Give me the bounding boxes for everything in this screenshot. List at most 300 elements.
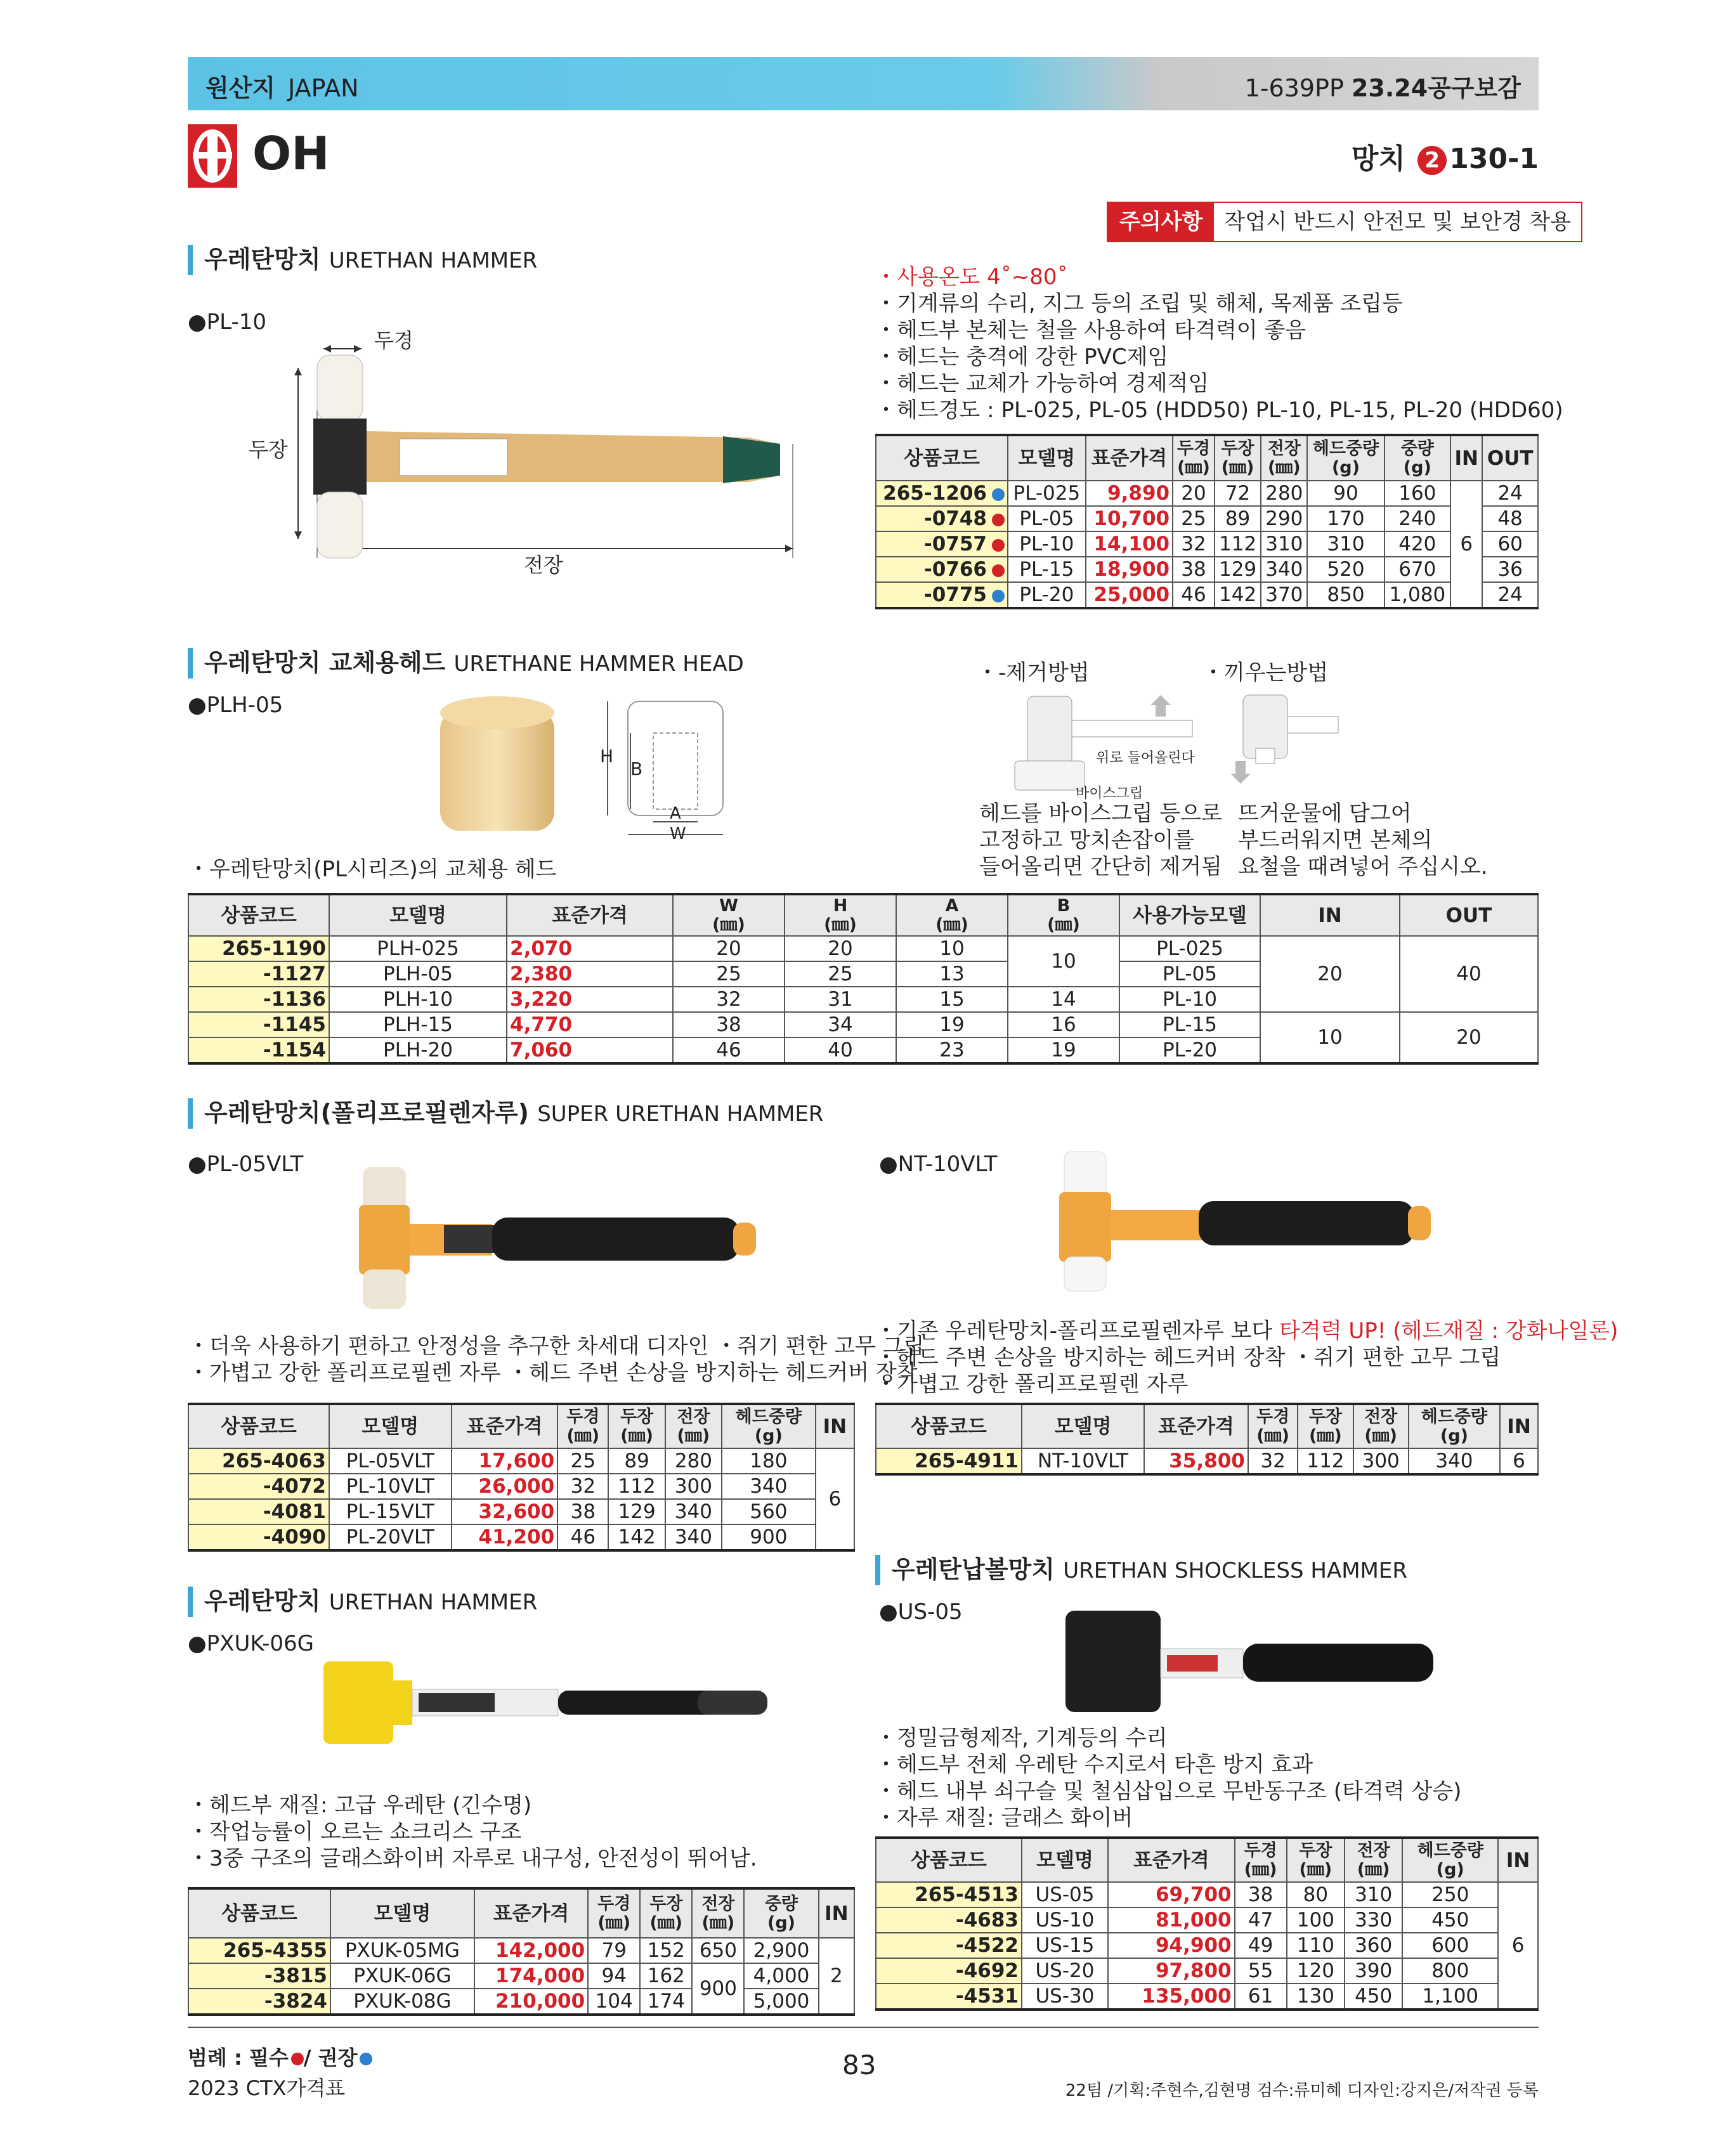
dim-h: H [600, 746, 614, 767]
cell: 6 [816, 1448, 854, 1550]
warning-box: 주의사항 작업시 반드시 안전모 및 보안경 착용 [1107, 202, 1582, 242]
cell: 6 [1498, 1882, 1538, 2010]
s5-bullets [188, 1792, 757, 1872]
section-title-hammer-head: 우레탄망치 교체용헤드 URETHANE HAMMER HEAD [188, 648, 744, 679]
cell: PL-10 [1008, 531, 1086, 557]
th: 전장 (㎜) [1261, 435, 1307, 481]
cell: 32 [1248, 1448, 1298, 1474]
bullet: ・자루 재질: 글래스 화이버 [875, 1805, 1133, 1831]
dim-a: A [670, 804, 681, 823]
cell: 560 [722, 1499, 816, 1524]
product-code: -3824 [188, 1989, 330, 2015]
model-label: ●PL-05VLT [188, 1152, 304, 1177]
nt10vlt-hammer-image [1053, 1148, 1446, 1294]
th: 헤드중량 (g) [1409, 1404, 1500, 1448]
cell: 19 [896, 1012, 1008, 1037]
pl10-hammer-image [228, 330, 824, 571]
th: IN [819, 1888, 854, 1938]
th: 상품코드 [876, 435, 1008, 481]
s6-table [875, 1836, 1539, 2011]
cell: 420 [1384, 531, 1451, 557]
model-label: ●PLH-05 [188, 692, 283, 718]
bullet: ・헤드는 충격에 강한 PVC제임 [875, 344, 1169, 370]
th: 모델명 [330, 1888, 474, 1938]
cell: 16 [1008, 1012, 1119, 1037]
th: 중량 (g) [744, 1888, 818, 1938]
dim-head-length-label: 두장 [249, 438, 288, 462]
cell: 340 [665, 1499, 722, 1524]
bullet: ・헤드부 재질: 고급 우레탄 (긴수명) [188, 1793, 532, 1818]
brand-name: OH [252, 127, 330, 180]
cell: PL-10 [1119, 987, 1260, 1012]
bullet: ・가볍고 강한 폴리프로필렌 자루 ・헤드 주변 손상을 방지하는 헤드커버 장착 [188, 1360, 918, 1386]
product-code: -0757 [923, 533, 987, 555]
th: 모델명 [1022, 1838, 1108, 1882]
table-row [876, 1448, 1538, 1474]
th: 모델명 [329, 894, 507, 936]
cell: PLH-20 [329, 1037, 507, 1063]
price: 32,600 [452, 1499, 558, 1524]
dim-total-length-label: 전장 [524, 553, 563, 577]
product-code: 265-1206 [883, 482, 987, 505]
s2-table [188, 893, 1539, 1065]
s1-bullets [875, 264, 1563, 424]
oh-logo-icon [188, 124, 237, 188]
s4-table [875, 1403, 1539, 1476]
table-row [876, 1882, 1538, 1907]
cell: 290 [1261, 506, 1307, 531]
bullet: ・헤드 내부 쇠구슬 및 철심삽입으로 무반동구조 (타격력 상승) [875, 1779, 1462, 1804]
cell: 24 [1482, 481, 1538, 506]
th: 두장 (㎜) [1215, 435, 1261, 481]
table-row [188, 1963, 854, 1989]
cell: 89 [1215, 506, 1261, 531]
cell: 800 [1402, 1958, 1498, 1984]
th: 전장 (㎜) [665, 1404, 722, 1448]
credits: 22팀 /기획:주현수,김현명 검수:류미혜 디자인:강지은/저작권 등록 [1065, 2081, 1539, 2100]
cell: 1,080 [1384, 582, 1451, 608]
th: 표준가격 [1144, 1404, 1248, 1448]
th: 전장 (㎜) [1353, 1404, 1409, 1448]
cell: 280 [665, 1448, 722, 1474]
price: 2,070 [507, 936, 673, 961]
product-code: -1136 [188, 987, 329, 1012]
cell: 112 [1215, 531, 1261, 557]
cell: 25 [673, 961, 785, 987]
table-row [876, 1933, 1538, 1958]
price: 142,000 [474, 1938, 588, 1963]
pl05vlt-hammer-image [355, 1160, 761, 1313]
th: 사용가능모델 [1119, 894, 1260, 936]
cell: 48 [1482, 506, 1538, 531]
th: 전장 (㎜) [1345, 1838, 1402, 1882]
cell: 310 [1307, 531, 1384, 557]
cell: 120 [1287, 1958, 1345, 1984]
cell: 80 [1287, 1882, 1345, 1907]
dim-b: B [630, 758, 643, 779]
cell: 180 [722, 1448, 816, 1474]
lift-label: 위로 들어올린다 [1096, 750, 1195, 766]
table-row [188, 1499, 854, 1524]
price: 25,000 [1086, 582, 1173, 608]
s6-bullets [875, 1725, 1461, 1831]
th: 상품코드 [188, 894, 329, 936]
us05-hammer-image [1059, 1604, 1452, 1718]
th: IN [1500, 1404, 1538, 1448]
cell: 25 [785, 961, 896, 987]
cell: 310 [1261, 531, 1307, 557]
catalog-name: 2023 CTX가격표 [188, 2076, 346, 2100]
cell: PLH-05 [329, 961, 507, 987]
section-title-shockless-hammer: 우레탄납볼망치 URETHAN SHOCKLESS HAMMER [875, 1555, 1407, 1585]
cell: PL-05 [1008, 506, 1086, 531]
cell: PL-15 [1008, 557, 1086, 582]
th: 표준가격 [507, 894, 673, 936]
cell: 20 [785, 936, 896, 961]
cell: 4,000 [744, 1963, 818, 1989]
price: 35,800 [1144, 1448, 1248, 1474]
price: 41,200 [452, 1524, 558, 1550]
cell: 850 [1307, 582, 1384, 608]
cell: PL-20VLT [329, 1524, 452, 1550]
th: 표준가격 [1108, 1838, 1235, 1882]
cell: PLH-15 [329, 1012, 507, 1037]
cell: 38 [557, 1499, 608, 1524]
product-code: -1145 [188, 1012, 329, 1037]
cell: 110 [1287, 1933, 1345, 1958]
price: 97,800 [1108, 1958, 1235, 1984]
section-title-urethan-hammer-2: 우레탄망치 URETHAN HAMMER [188, 1587, 537, 1617]
th: 두경 (㎜) [1248, 1404, 1298, 1448]
th: 표준가격 [474, 1888, 588, 1938]
price: 3,220 [507, 987, 673, 1012]
cell: 10 [1260, 1012, 1400, 1063]
product-code: 265-4063 [188, 1448, 329, 1474]
line: 뜨거운물에 담그어 [1238, 801, 1412, 826]
cell: 340 [722, 1474, 816, 1499]
cell: US-10 [1022, 1907, 1108, 1933]
s5-table [188, 1887, 855, 2016]
cell: 47 [1235, 1907, 1287, 1933]
cell: 129 [608, 1499, 665, 1524]
price: 9,890 [1086, 481, 1173, 506]
product-code: -0748 [923, 507, 987, 530]
table-row [188, 1938, 854, 1963]
cell: 94 [588, 1963, 640, 1989]
cell: US-05 [1022, 1882, 1108, 1907]
product-code: -1127 [188, 961, 329, 987]
line: 부드러워지면 본체의 [1238, 828, 1433, 853]
table-row [876, 481, 1538, 506]
cell: 650 [692, 1938, 744, 1963]
product-code: -0775 [923, 583, 987, 606]
th: 두장 (㎜) [608, 1404, 665, 1448]
recommended-dot-icon [992, 488, 1005, 501]
cell: 340 [1261, 557, 1307, 582]
s3-bullets [188, 1333, 924, 1386]
cell: 49 [1235, 1933, 1287, 1958]
cell: 23 [896, 1037, 1008, 1063]
cell: 360 [1345, 1933, 1402, 1958]
product-code: -4531 [876, 1984, 1022, 2010]
cell: 40 [1400, 936, 1538, 1012]
price: 17,600 [452, 1448, 558, 1474]
cell: PL-025 [1119, 936, 1260, 961]
cell: 32 [1173, 531, 1215, 557]
pxuk06g-hammer-image [317, 1649, 799, 1757]
bullet: ・헤드는 교체가 가능하여 경제적임 [875, 371, 1209, 396]
product-code: 265-4355 [188, 1938, 330, 1963]
origin: 원산지 JAPAN [205, 74, 359, 102]
price: 7,060 [507, 1037, 673, 1063]
cell: 32 [673, 987, 785, 1012]
th: 헤드중량 (g) [1402, 1838, 1498, 1882]
product-code: -4081 [188, 1499, 329, 1524]
insert-text [1238, 800, 1488, 880]
product-code: -4072 [188, 1474, 329, 1499]
vise-label: 바이스그립 [1076, 786, 1143, 802]
cell: 1,100 [1402, 1984, 1498, 2010]
cell: 46 [673, 1037, 785, 1063]
th: OUT [1482, 435, 1538, 481]
bullet: ・3중 구조의 글래스화이버 자루로 내구성, 안전성이 뛰어남. [188, 1846, 757, 1871]
section-title-super-urethan: 우레탄망치(폴리프로필렌자루) SUPER URETHAN HAMMER [188, 1098, 824, 1129]
cell: 520 [1307, 557, 1384, 582]
price: 18,900 [1086, 557, 1173, 582]
cell: 5,000 [744, 1989, 818, 2015]
cell: 6 [1500, 1448, 1538, 1474]
cell: PXUK-06G [330, 1963, 474, 1989]
cell: 600 [1402, 1933, 1498, 1958]
cell: 31 [785, 987, 896, 1012]
bullet: ・헤드 주변 손상을 방지하는 헤드커버 장착 ・쥐기 편한 고무 그립 [875, 1345, 1501, 1370]
bullet: ・정밀금형제작, 기계등의 수리 [875, 1725, 1168, 1751]
cell: 670 [1384, 557, 1451, 582]
replacement-head-image [431, 691, 571, 843]
product-code: 265-1190 [188, 936, 329, 961]
price: 4,770 [507, 1012, 673, 1037]
cell: 72 [1215, 481, 1261, 506]
cell: 14 [1008, 987, 1119, 1012]
bullet: ・헤드경도 : PL-025, PL-05 (HDD50) PL-10, PL-15, PL-20 (HDD60) [875, 398, 1563, 423]
table-row [188, 1448, 854, 1474]
insert-method-title: ・끼우는방법 [1202, 660, 1329, 685]
table-row [876, 506, 1538, 531]
product-code: -3815 [188, 1963, 330, 1989]
cell: 61 [1235, 1984, 1287, 2010]
cell: 90 [1307, 481, 1384, 506]
cell: NT-10VLT [1022, 1448, 1144, 1474]
th: IN [1450, 435, 1482, 481]
th: 두경 (㎜) [1173, 435, 1215, 481]
cell: 300 [1353, 1448, 1409, 1474]
cell: 310 [1345, 1882, 1402, 1907]
cell: PXUK-08G [330, 1989, 474, 2015]
product-code: 265-4911 [876, 1448, 1022, 1474]
product-code: -0766 [923, 558, 987, 581]
cell: US-15 [1022, 1933, 1108, 1958]
th: 상품코드 [188, 1404, 329, 1448]
table-row [876, 1958, 1538, 1984]
cell: 20 [1260, 936, 1400, 1012]
cell: PL-15 [1119, 1012, 1260, 1037]
table-row [188, 936, 1538, 961]
line: 요철을 때려넣어 주십시오. [1238, 854, 1488, 880]
cell: 100 [1287, 1907, 1345, 1933]
th: 전장 (㎜) [692, 1888, 744, 1938]
table-row [876, 582, 1538, 608]
table-row [188, 1989, 854, 2015]
table-row [188, 1012, 1538, 1037]
cell: 46 [1173, 582, 1215, 608]
cell: 10 [1008, 936, 1119, 987]
price: 2,380 [507, 961, 673, 987]
cell: 280 [1261, 481, 1307, 506]
price: 81,000 [1108, 1907, 1235, 1933]
product-code: -4090 [188, 1524, 329, 1550]
th: 두경 (㎜) [1235, 1838, 1287, 1882]
legend: 범례 : 필수 / 권장 [188, 2042, 372, 2071]
table-row [876, 1984, 1538, 2010]
cell: 2,900 [744, 1938, 818, 1963]
bullet: ・기계류의 수리, 지그 등의 조립 및 해체, 목제품 조립등 [875, 291, 1403, 316]
product-code: 265-4513 [876, 1882, 1022, 1907]
cell: 340 [1409, 1448, 1500, 1474]
cell: 129 [1215, 557, 1261, 582]
cell: 89 [608, 1448, 665, 1474]
cell: PL-15VLT [329, 1499, 452, 1524]
th: 헤드중량 (g) [722, 1404, 816, 1448]
cell: 20 [1173, 481, 1215, 506]
table-row [188, 1524, 854, 1550]
cell: 370 [1261, 582, 1307, 608]
bullet: ・헤드부 전체 우레탄 수지로서 타흔 방지 효과 [875, 1752, 1313, 1777]
dim-width-label: 두경 [374, 328, 414, 353]
bullet: ・기존 우레탄망치-폴리프로필렌자루 보다 타격력 UP! (헤드재질 : 강화나일론) [875, 1318, 1619, 1344]
table-row [876, 1907, 1538, 1933]
th: H (㎜) [785, 894, 896, 936]
footer-divider [188, 2027, 1539, 2028]
th: 표준가격 [1086, 435, 1173, 481]
th: 모델명 [1022, 1404, 1144, 1448]
cell: 300 [665, 1474, 722, 1499]
cell: US-20 [1022, 1958, 1108, 1984]
cell: 38 [673, 1012, 785, 1037]
model-label: ●PXUK-06G [188, 1631, 314, 1656]
cell: US-30 [1022, 1984, 1108, 2010]
remove-text [979, 800, 1222, 880]
s2-note: ・우레탄망치(PL시리즈)의 교체용 헤드 [188, 857, 557, 882]
required-dot-icon [992, 514, 1005, 526]
table-row [188, 1474, 854, 1499]
insert-method-diagram [1230, 691, 1345, 786]
cell: 15 [896, 987, 1008, 1012]
required-dot-icon [992, 539, 1005, 552]
product-code: -4683 [876, 1907, 1022, 1933]
cell: PLH-025 [329, 936, 507, 961]
th: IN [816, 1404, 854, 1448]
book-ref: 1-639PP 23.24공구보감 [1244, 74, 1521, 102]
cell: 450 [1402, 1907, 1498, 1933]
cell: 25 [1173, 506, 1215, 531]
cell: 900 [722, 1524, 816, 1550]
cell: 174 [640, 1989, 692, 2015]
brand-logo [188, 124, 237, 190]
cell: 38 [1173, 557, 1215, 582]
s4-bullets [875, 1318, 1618, 1398]
cell: 13 [896, 961, 1008, 987]
cell: 104 [588, 1989, 640, 2015]
line: 헤드를 바이스그립 등으로 [979, 801, 1222, 826]
table-row [876, 557, 1538, 582]
cell: 20 [1400, 1012, 1538, 1063]
th: 표준가격 [452, 1404, 558, 1448]
price: 94,900 [1108, 1933, 1235, 1958]
section-title-urethan-hammer: 우레탄망치 URETHAN HAMMER [188, 245, 537, 275]
cell: PL-20 [1008, 582, 1086, 608]
header-bar [188, 57, 1539, 110]
recommended-dot-icon [992, 590, 1005, 602]
th: IN [1498, 1838, 1538, 1882]
price: 69,700 [1108, 1882, 1235, 1907]
required-dot-icon [992, 564, 1005, 577]
cell: 25 [557, 1448, 608, 1474]
bullet: ・사용온도 4˚~80˚ [875, 264, 1068, 290]
cell: 240 [1384, 506, 1451, 531]
th: W (㎜) [673, 894, 785, 936]
cell: 900 [692, 1963, 744, 2015]
cell: 34 [785, 1012, 896, 1037]
cell: PL-025 [1008, 481, 1086, 506]
model-label: ●PL-10 [188, 309, 267, 335]
th: 두경 (㎜) [588, 1888, 640, 1938]
th: 중량 (g) [1384, 435, 1451, 481]
th: 두경 (㎜) [557, 1404, 608, 1448]
cell: 330 [1345, 1907, 1402, 1933]
table-row [876, 531, 1538, 557]
model-label: ●US-05 [879, 1599, 963, 1625]
cell: 2 [819, 1938, 854, 2015]
cell: 24 [1482, 582, 1538, 608]
head-dimension-diagram [596, 695, 742, 847]
bullet: ・더욱 사용하기 편하고 안정성을 추구한 차세대 디자인 ・쥐기 편한 고무 그립 [188, 1334, 925, 1359]
product-code: -4692 [876, 1958, 1022, 1984]
th: OUT [1400, 894, 1538, 936]
cell: PL-20 [1119, 1037, 1260, 1063]
th: 상품코드 [876, 1838, 1022, 1882]
price: 10,700 [1086, 506, 1173, 531]
bullet: ・헤드부 본체는 철을 사용하여 타격력이 좋음 [875, 318, 1306, 343]
cell: 250 [1402, 1882, 1498, 1907]
cell: 112 [608, 1474, 665, 1499]
price: 14,100 [1086, 531, 1173, 557]
cell: 142 [1215, 582, 1261, 608]
cell: 142 [608, 1524, 665, 1550]
cell: PL-05 [1119, 961, 1260, 987]
model-label: ●NT-10VLT [879, 1152, 998, 1177]
price: 210,000 [474, 1989, 588, 2015]
price: 135,000 [1108, 1984, 1235, 2010]
cell: PXUK-05MG [330, 1938, 474, 1963]
cell: 79 [588, 1938, 640, 1963]
cell: 162 [640, 1963, 692, 1989]
cell: PL-10VLT [329, 1474, 452, 1499]
cell: 152 [640, 1938, 692, 1963]
bullet: ・가볍고 강한 폴리프로필렌 자루 [875, 1372, 1189, 1397]
cell: 160 [1384, 481, 1451, 506]
th: 모델명 [329, 1404, 452, 1448]
s1-table [875, 434, 1539, 609]
